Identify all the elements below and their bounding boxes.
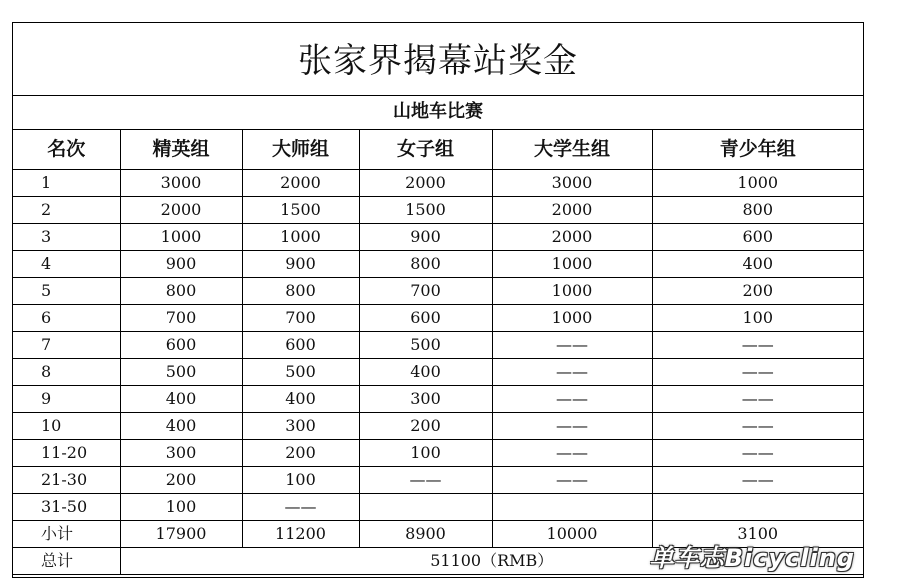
prize-cell: —— xyxy=(652,467,863,494)
prize-cell: 500 xyxy=(242,359,359,386)
column-header: 名次 xyxy=(13,129,120,170)
rank-cell: 21-30 xyxy=(13,467,120,494)
prize-cell: 1000 xyxy=(492,251,652,278)
column-header: 精英组 xyxy=(120,129,242,170)
prize-cell: 300 xyxy=(242,413,359,440)
page-title: 张家界揭幕站奖金 xyxy=(298,41,578,81)
prize-cell xyxy=(652,494,863,521)
prize-cell: 1000 xyxy=(242,224,359,251)
prize-cell: —— xyxy=(652,386,863,413)
prize-cell: 500 xyxy=(359,332,492,359)
prize-cell: —— xyxy=(652,359,863,386)
prize-cell: 2000 xyxy=(492,197,652,224)
prize-cell: —— xyxy=(652,413,863,440)
subtotal-cell: 10000 xyxy=(492,521,652,548)
prize-cell: 100 xyxy=(120,494,242,521)
prize-cell: 1000 xyxy=(492,278,652,305)
prize-cell: 600 xyxy=(652,224,863,251)
prize-cell: 100 xyxy=(652,305,863,332)
column-header: 大学生组 xyxy=(492,129,652,170)
prize-cell: 400 xyxy=(359,359,492,386)
rank-cell: 4 xyxy=(13,251,120,278)
prize-cell: 1000 xyxy=(492,305,652,332)
prize-cell: 100 xyxy=(242,467,359,494)
prize-cell: 800 xyxy=(242,278,359,305)
prize-cell: 2000 xyxy=(492,224,652,251)
rank-cell: 31-50 xyxy=(13,494,120,521)
table-row xyxy=(13,413,863,440)
prize-cell: —— xyxy=(492,413,652,440)
prize-cell: 1000 xyxy=(120,224,242,251)
prize-cell: 700 xyxy=(359,278,492,305)
prize-cell: 2000 xyxy=(359,170,492,197)
prize-cell: 900 xyxy=(120,251,242,278)
prize-cell: —— xyxy=(492,440,652,467)
rank-cell: 7 xyxy=(13,332,120,359)
rank-cell: 11-20 xyxy=(13,440,120,467)
prize-cell: 1500 xyxy=(242,197,359,224)
table-row xyxy=(13,359,863,386)
table-row xyxy=(13,251,863,278)
rank-cell: 1 xyxy=(13,170,120,197)
prize-cell: 900 xyxy=(242,251,359,278)
prize-cell: 700 xyxy=(120,305,242,332)
prize-cell: —— xyxy=(492,386,652,413)
prize-cell: —— xyxy=(652,332,863,359)
prize-cell: 600 xyxy=(359,305,492,332)
prize-cell: 800 xyxy=(652,197,863,224)
rank-cell: 2 xyxy=(13,197,120,224)
table-row xyxy=(13,278,863,305)
prize-cell: 200 xyxy=(359,413,492,440)
prize-cell: 200 xyxy=(242,440,359,467)
table-row xyxy=(13,197,863,224)
prize-cell: 1500 xyxy=(359,197,492,224)
rank-cell: 5 xyxy=(13,278,120,305)
prize-cell xyxy=(359,494,492,521)
prize-cell: 500 xyxy=(120,359,242,386)
header-row xyxy=(13,129,863,170)
subtotal-cell: 8900 xyxy=(359,521,492,548)
prize-cell: 3000 xyxy=(492,170,652,197)
table-row xyxy=(13,332,863,359)
total-value: 51100（RMB） xyxy=(120,548,863,575)
prize-cell: 600 xyxy=(242,332,359,359)
prize-cell: —— xyxy=(359,467,492,494)
prize-cell: 3000 xyxy=(120,170,242,197)
table-row xyxy=(13,170,863,197)
table-row xyxy=(13,467,863,494)
event-subtitle: 山地车比赛 xyxy=(13,95,863,130)
prize-cell: 900 xyxy=(359,224,492,251)
subtotal-cell: 17900 xyxy=(120,521,242,548)
prize-cell: 2000 xyxy=(120,197,242,224)
subtotal-cell: 3100 xyxy=(652,521,863,548)
prize-cell: —— xyxy=(492,467,652,494)
rank-cell: 6 xyxy=(13,305,120,332)
prize-cell: 200 xyxy=(120,467,242,494)
prize-cell: 300 xyxy=(359,386,492,413)
prize-cell: 300 xyxy=(120,440,242,467)
total-label: 总计 xyxy=(13,548,120,575)
prize-cell: 600 xyxy=(120,332,242,359)
column-header: 大师组 xyxy=(242,129,359,170)
column-header: 女子组 xyxy=(359,129,492,170)
table-row xyxy=(13,386,863,413)
rank-cell: 10 xyxy=(13,413,120,440)
rank-cell: 3 xyxy=(13,224,120,251)
column-header: 青少年组 xyxy=(652,129,863,170)
table-row xyxy=(13,305,863,332)
table-row xyxy=(13,440,863,467)
prize-cell: 800 xyxy=(120,278,242,305)
prize-cell: 700 xyxy=(242,305,359,332)
prize-cell: 400 xyxy=(120,386,242,413)
prize-cell: 1000 xyxy=(652,170,863,197)
prize-cell: 800 xyxy=(359,251,492,278)
prize-cell: —— xyxy=(492,359,652,386)
prize-cell: 400 xyxy=(652,251,863,278)
prize-cell: —— xyxy=(242,494,359,521)
subtotal-cell: 11200 xyxy=(242,521,359,548)
rank-cell: 8 xyxy=(13,359,120,386)
prize-cell: 200 xyxy=(652,278,863,305)
prize-sheet xyxy=(12,22,864,578)
prize-table xyxy=(13,129,863,575)
table-row xyxy=(13,224,863,251)
prize-cell: 2000 xyxy=(242,170,359,197)
prize-cell: 400 xyxy=(242,386,359,413)
prize-cell: 100 xyxy=(359,440,492,467)
prize-cell: —— xyxy=(652,440,863,467)
title-row xyxy=(13,23,863,96)
watermark-logo: 单车志Bicycling xyxy=(649,544,855,572)
prize-cell xyxy=(492,494,652,521)
prize-cell: 400 xyxy=(120,413,242,440)
subtotal-label: 小计 xyxy=(13,521,120,548)
table-row xyxy=(13,494,863,521)
prize-cell: —— xyxy=(492,332,652,359)
rank-cell: 9 xyxy=(13,386,120,413)
